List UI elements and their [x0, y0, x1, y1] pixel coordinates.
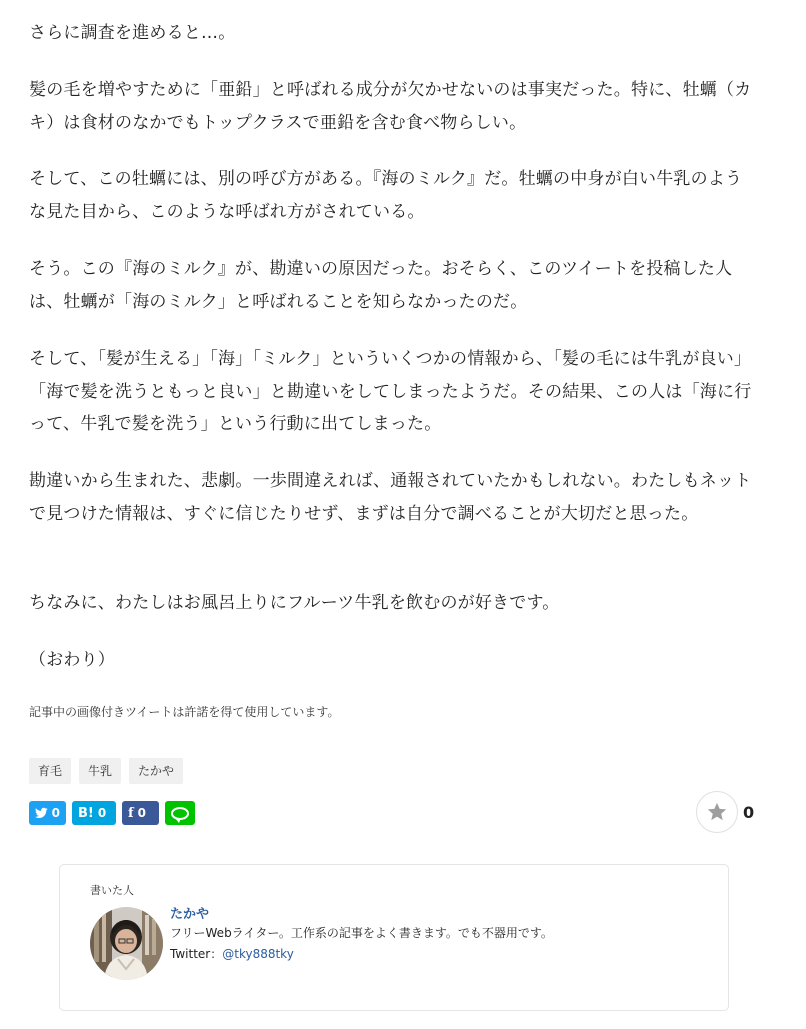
hatena-bookmark-count: 0 [97, 806, 107, 820]
author-avatar[interactable] [90, 907, 163, 980]
twitter-bird-icon [35, 807, 48, 819]
author-twitter [170, 945, 294, 962]
tag-list [29, 758, 183, 784]
facebook-share-button[interactable] [122, 801, 159, 825]
author-box-label: 書いた人 [90, 884, 134, 897]
star-icon [706, 801, 728, 823]
facebook-f-icon: f [128, 805, 134, 821]
hatena-bookmark-icon: B! [78, 805, 94, 821]
author-twitter-link[interactable]: @tky888tky [222, 947, 294, 961]
share-buttons [29, 801, 195, 825]
line-chat-icon [171, 807, 189, 820]
paragraph: さらに調査を進めると…。 [29, 23, 236, 43]
tag-link[interactable]: 牛乳 [79, 758, 121, 784]
facebook-share-count: 0 [137, 806, 146, 820]
author-avatar-image [90, 907, 163, 980]
paragraph: 髪の毛を増やすために「亜鉛」と呼ばれる成分が欠かせないのは事実だった。特に、牡蠣（カキ）は食材のなかでもトップクラスで亜鉛を含む食べ物らしい。 [29, 80, 752, 133]
author-twitter-prefix: Twitter： [170, 947, 223, 961]
image-permission-note: 記事中の画像付きツイートは許諾を得て使用しています。 [29, 705, 340, 719]
line-share-button[interactable] [165, 801, 195, 825]
paragraph: ちなみに、わたしはお風呂上りにフルーツ牛乳を飲むのが好きです。 [29, 593, 560, 613]
favorite-star-button[interactable] [696, 791, 738, 833]
author-box [59, 864, 729, 1011]
twitter-share-count: 0 [51, 806, 60, 820]
paragraph: そして、この牡蠣には、別の呼び方がある。『海のミルク』だ。牡蠣の中身が白い牛乳のような見た目から、このような呼ばれ方がされている。 [29, 169, 743, 222]
paragraph: そう。この『海のミルク』が、勘違いの原因だった。おそらく、このツイートを投稿した人は、牡蠣が「海のミルク」と呼ばれることを知らなかったのだ。 [29, 259, 733, 312]
paragraph: （おわり） [29, 650, 115, 670]
tag-link[interactable]: たかや [129, 758, 183, 784]
paragraph: 勘違いから生まれた、悲劇。一歩間違えれば、通報されていたかもしれない。わたしもネットで見つけた情報は、すぐに信じたりせず、まずは自分で調べることが大切だと思った。 [29, 471, 752, 524]
author-bio: フリーWebライター。工作系の記事をよく書きます。でも不器用です。 [170, 926, 553, 940]
favorite-count: 0 [743, 803, 755, 822]
paragraph: そして、「髪が生える」「海」「ミルク」といういくつかの情報から、「髪の毛には牛乳が良い」「海で髪を洗うともっと良い」と勘違いをしてしまったようだ。その結果、この人は「海に行って、牛乳で髪を洗う」という行動に出てしまった。 [29, 349, 752, 434]
tag-link[interactable]: 育毛 [29, 758, 71, 784]
hatena-bookmark-button[interactable] [72, 801, 116, 825]
author-name-link[interactable]: たかや [170, 907, 210, 922]
twitter-share-button[interactable] [29, 801, 66, 825]
